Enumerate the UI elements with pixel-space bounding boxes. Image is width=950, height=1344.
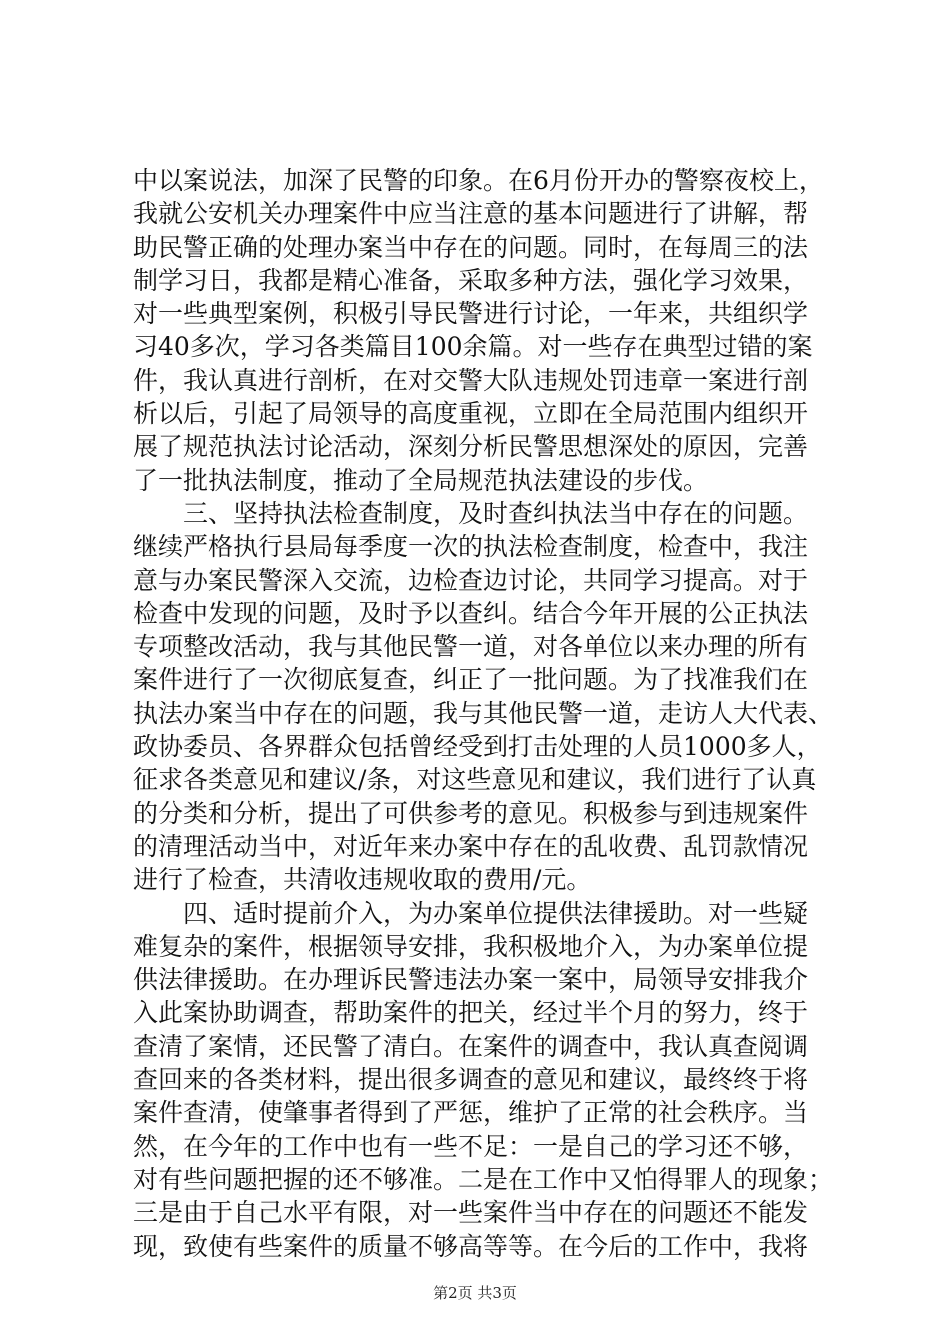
text-line: 三是由于自己水平有限，对一些案件当中存在的问题还不能发 — [133, 1198, 809, 1228]
text-line: 查回来的各类材料，提出很多调查的意见和建议，最终终于将 — [133, 1065, 809, 1095]
text-line: 政协委员、各界群众包括曾经受到打击处理的人员1000多人， — [133, 732, 822, 762]
text-line: 制学习日，我都是精心准备，采取多种方法，强化学习效果， — [133, 265, 809, 295]
page-number-footer: 第2页 共3页 — [433, 1284, 517, 1302]
text-line: 展了规范执法讨论活动，深刻分析民警思想深处的原因，完善 — [133, 432, 809, 462]
document-body — [133, 164, 853, 1263]
text-line: 对有些问题把握的还不够准。二是在工作中又怕得罪人的现象； — [133, 1164, 834, 1194]
text-line: 征求各类意见和建议/条，对这些意见和建议，我们进行了认真 — [133, 765, 817, 795]
text-line: 专项整改活动，我与其他民警一道，对各单位以来办理的所有 — [133, 632, 809, 662]
text-line: 查清了案情，还民警了清白。在案件的调查中，我认真查阅调 — [133, 1031, 809, 1061]
section-heading-line: 四、适时提前介入，为办案单位提供法律援助。对一些疑 — [133, 898, 809, 928]
text-line: 然，在今年的工作中也有一些不足：一是自己的学习还不够， — [133, 1131, 809, 1161]
text-line: 难复杂的案件，根据领导安排，我积极地介入，为办案单位提 — [133, 931, 809, 961]
text-line: 的清理活动当中，对近年来办案中存在的乱收费、乱罚款情况 — [133, 831, 809, 861]
text-line: 入此案协助调查，帮助案件的把关，经过半个月的努力，终于 — [133, 998, 809, 1028]
text-line: 意与办案民警深入交流，边检查边讨论，共同学习提高。对于 — [133, 565, 809, 595]
text-line: 了一批执法制度，推动了全局规范执法建设的步伐。 — [133, 465, 709, 495]
text-line: 析以后，引起了局领导的高度重视，立即在全局范围内组织开 — [133, 399, 809, 429]
section-heading-line: 三、坚持执法检查制度，及时查纠执法当中存在的问题。 — [133, 498, 809, 528]
text-line: 案件进行了一次彻底复查，纠正了一批问题。为了找准我们在 — [133, 665, 809, 695]
text-line: 案件查清，使肇事者得到了严惩，维护了正常的社会秩序。当 — [133, 1098, 809, 1128]
text-line: 习40多次，学习各类篇目100余篇。对一些存在典型过错的案 — [133, 332, 813, 362]
text-line: 我就公安机关办理案件中应当注意的基本问题进行了讲解，帮 — [133, 199, 809, 229]
text-line: 现，致使有些案件的质量不够高等等。在今后的工作中，我将 — [133, 1231, 809, 1261]
text-line: 中以案说法，加深了民警的印象。在6月份开办的警察夜校上， — [133, 166, 824, 195]
text-line: 执法办案当中存在的问题，我与其他民警一道，走访人大代表、 — [133, 698, 834, 728]
text-line: 的分类和分析，提出了可供参考的意见。积极参与到违规案件 — [133, 798, 809, 828]
text-line: 件，我认真进行剖析，在对交警大队违规处罚违章一案进行剖 — [133, 365, 809, 395]
text-line: 检查中发现的问题，及时予以查纠。结合今年开展的公正执法 — [133, 598, 809, 628]
text-line: 继续严格执行县局每季度一次的执法检查制度，检查中，我注 — [133, 532, 809, 562]
text-line: 供法律援助。在办理诉民警违法办案一案中，局领导安排我介 — [133, 965, 809, 995]
text-line: 对一些典型案例，积极引导民警进行讨论，一年来，共组织学 — [133, 299, 809, 329]
text-line: 助民警正确的处理办案当中存在的问题。同时，在每周三的法 — [133, 232, 809, 262]
text-line: 进行了检查，共清收违规收取的费用/元。 — [133, 865, 592, 895]
